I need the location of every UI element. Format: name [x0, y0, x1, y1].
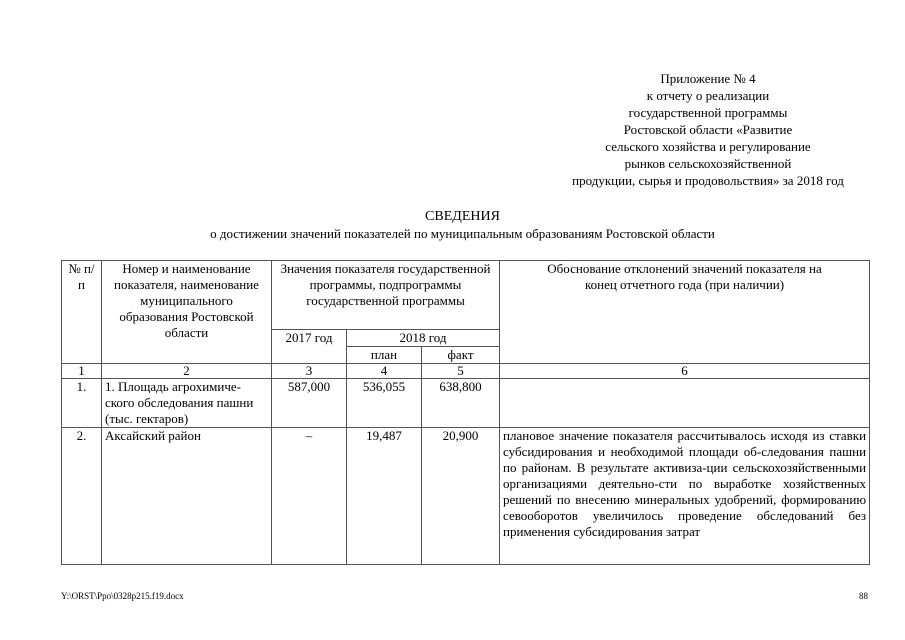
header-reason	[500, 261, 870, 364]
table-row	[62, 379, 870, 428]
table-header-row	[62, 261, 870, 330]
document-title: СВЕДЕНИЯ	[425, 209, 500, 224]
header-2017: 2017 год	[272, 330, 347, 364]
row-2017-value: 587,000	[272, 379, 347, 428]
header-values: Значения показателя государственной программы, подпрограммы государственной программы	[272, 261, 500, 330]
row-name: Аксайский район	[102, 428, 272, 565]
table-row	[62, 428, 870, 565]
header-plan: план	[347, 347, 422, 364]
row-2017-value: –	[272, 428, 347, 565]
row-num: 1.	[62, 379, 102, 428]
appendix-block	[548, 70, 868, 189]
column-number-row	[62, 364, 870, 379]
header-name: Номер и наименование показателя, наименование муниципального образования Ростовской области	[102, 261, 272, 364]
row-plan-value: 19,487	[347, 428, 422, 565]
row-fact-value: 20,900	[422, 428, 500, 565]
column-number: 4	[347, 364, 422, 379]
appendix-line: сельского хозяйства и регулирование	[605, 139, 811, 154]
header-reason-text: Обоснование отклонений значений показателя на конец отчетного года (при наличии)	[547, 261, 822, 292]
row-reason	[500, 379, 870, 428]
row-name: 1. Площадь агрохимиче-ского обследования пашни (тыс. гектаров)	[102, 379, 272, 428]
column-number: 5	[422, 364, 500, 379]
appendix-line: государственной программы	[628, 105, 788, 120]
column-number: 1	[62, 364, 102, 379]
document-heading	[100, 208, 825, 242]
header-num: № п/п	[62, 261, 102, 364]
row-reason: плановое значение показателя рассчитывалось исходя из ставки субсидирования и необходимой площади об-следования пашни по районам. В результате активиза-ции сельскохозяйственными организациями деятельно-сти по выработке хозяйственных решений по внесению минеральных удобрений, формированию севооборотов увеличилось проведение обследований без применения субсидирования затрат	[500, 428, 870, 565]
appendix-line: Ростовской области «Развитие	[623, 122, 793, 137]
appendix-line: рынков сельскохозяйственной	[624, 156, 792, 171]
header-fact: факт	[422, 347, 500, 364]
page-number: 88	[859, 591, 868, 601]
document-subtitle: о достижении значений показателей по муниципальным образованиям Ростовской области	[210, 226, 715, 241]
row-plan-value: 536,055	[347, 379, 422, 428]
column-number: 3	[272, 364, 347, 379]
row-num: 2.	[62, 428, 102, 565]
footer-file-path: Y:\ORST\Ppo\0328p215.f19.docx	[61, 591, 184, 601]
appendix-line: Приложение № 4	[660, 71, 756, 86]
column-number: 2	[102, 364, 272, 379]
appendix-line: продукции, сырья и продовольствия» за 2018 год	[572, 173, 844, 188]
row-fact-value: 638,800	[422, 379, 500, 428]
header-2018: 2018 год	[347, 330, 500, 347]
appendix-line: к отчету о реализации	[646, 88, 770, 103]
column-number: 6	[500, 364, 870, 379]
indicators-table	[61, 260, 870, 565]
